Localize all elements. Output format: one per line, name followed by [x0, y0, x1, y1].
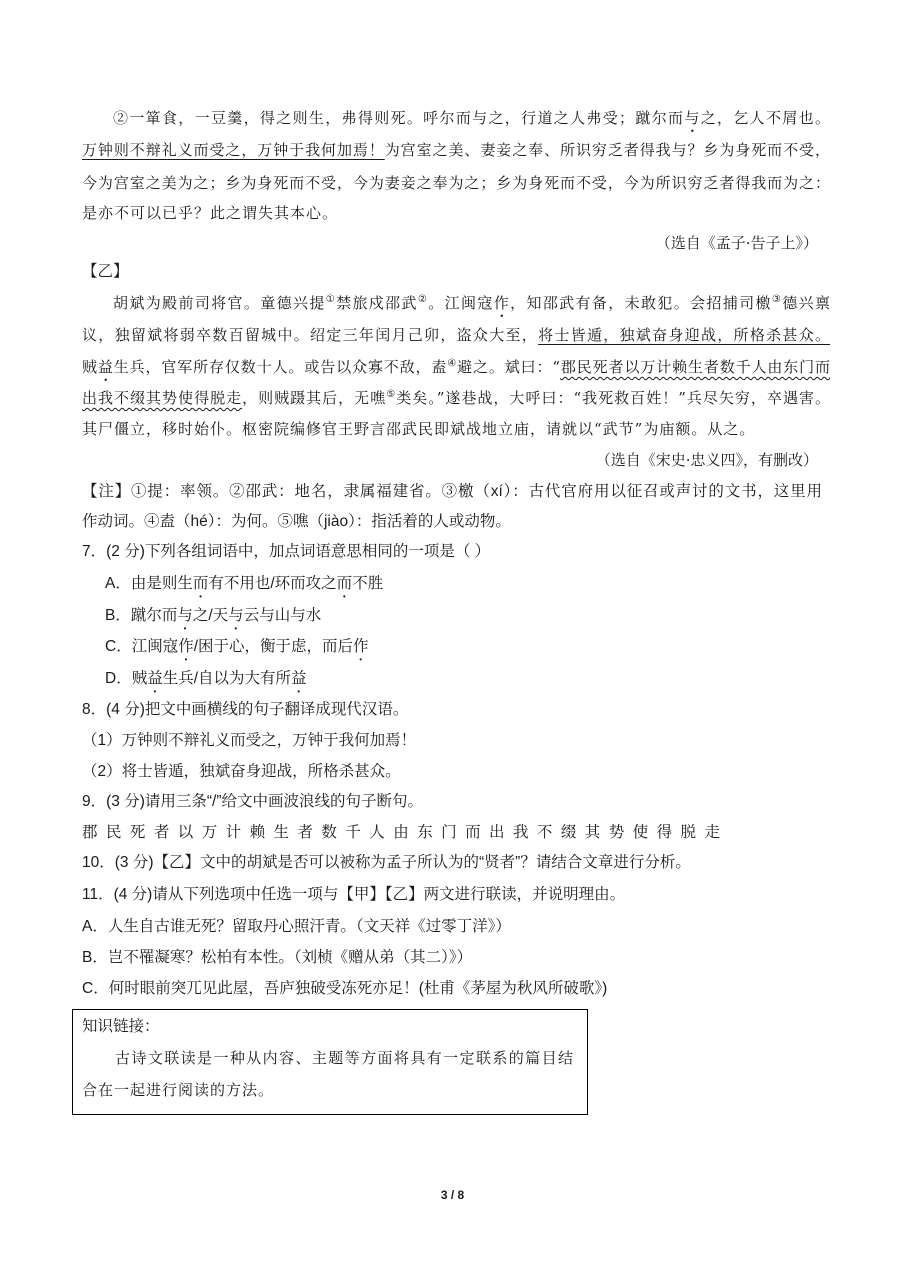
passage-jia-line-3: [82, 170, 830, 196]
question-7-option-c: [105, 634, 369, 660]
emphasized-character: 作: [353, 638, 369, 655]
passage-yi-line-4: [82, 385, 830, 411]
footnote-marker: ②: [417, 294, 429, 305]
text-segment: 。江闽寇: [428, 294, 494, 312]
text-segment: 不胜: [352, 575, 384, 592]
passage-yi-line-2: [82, 322, 830, 348]
text-segment: 是亦不可以已乎？此之谓失其本心。: [82, 204, 339, 222]
question-7-stem: 7．(2 分)下列各组词语中，加点词语意思相同的一项是（ ）: [82, 543, 491, 560]
text-segment: D．贼: [105, 670, 148, 687]
text-segment: 今为宫室之美为之；乡为身死而不受，今为妻妾之奉为之；乡为身死而不受，今为所识穷乏者得我而为之：: [82, 174, 830, 192]
underlined-sentence: 将士皆遁，独斌奋身迎战，所格杀甚众。: [538, 326, 830, 344]
question-9-stem: 9．(3 分)请用三条“/”给文中画波浪线的句子断句。: [82, 793, 424, 810]
text-segment: 生兵，官军所存仅数十人。或告以众寡不敌，盍: [113, 358, 448, 376]
text-segment: 禁旅戍邵武: [336, 294, 418, 312]
text-segment: 胡斌为殿前司将官。童德兴提: [113, 294, 326, 312]
question-9-sentence: 郡 民 死 者 以 万 计 赖 生 者 数 千 人 由 东 门 而 出 我 不 缀 其 势 使 得 脱 走: [82, 824, 720, 841]
passage-yi-line-3: [82, 354, 830, 380]
knowledge-box-line-2: 合在一起进行阅读的方法。: [82, 1081, 275, 1099]
question-8-item-2: （2）将士皆遁，独斌奋身迎战，所格杀甚众。: [82, 763, 401, 780]
question-8-stem: 8．(4 分)把文中画横线的句子翻译成现代汉语。: [82, 701, 409, 718]
footnote-marker: ④: [447, 358, 458, 369]
question-7-option-b: [105, 603, 321, 629]
question-11-option-c: C．何时眼前突兀见此屋，吾庐独破受冻死亦足！(杜甫《茅屋为秋风所破歌》): [82, 980, 608, 997]
text-segment: 之/天: [192, 607, 229, 624]
passage-yi-source: （选自《宋史·忠义四》，有删改）: [595, 451, 818, 469]
text-segment: A．由是则生: [105, 575, 193, 592]
wavy-underlined-sentence: 郡民死者以万计赖生者数千人由东门而: [560, 358, 830, 376]
emphasized-character: 益: [147, 670, 163, 687]
passage-jia-line-1: [82, 105, 830, 131]
emphasized-character: 与: [228, 607, 244, 624]
passage-yi-label: 【乙】: [82, 263, 129, 280]
question-11-stem: 11．(4 分)请从下列选项中任选一项与【甲】【乙】两文进行联读，并说明理由。: [82, 886, 626, 903]
text-segment: /困于心，衡于虑，而后: [193, 638, 354, 655]
question-10-stem: 10．(3 分)【乙】文中的胡斌是否可以被称为孟子所认为的“贤者”？请结合文章进行分析。: [82, 854, 691, 871]
text-segment: ②一箪食，一豆羹，得之则生，弗得则死。呼尔而与之，行道之人弗受；蹴尔而: [113, 109, 685, 127]
emphasized-character: 与: [684, 109, 701, 127]
text-segment: 议，独留斌将弱卒数百留城中。绍定三年闰月己卯，盗众大至，: [82, 326, 539, 344]
text-segment: 为宫室之美、妻妾之奉、所识穷乏者得我与？乡为身死而不受，: [384, 141, 830, 159]
passage-yi-line-5: [82, 416, 755, 442]
question-11-option-a: A．人生自古谁无死？留取丹心照汗青。（文天祥《过零丁洋》）: [82, 918, 511, 935]
passage-yi-line-1: [82, 290, 830, 316]
text-segment: 云与山与水: [243, 607, 322, 624]
notes-line-2: 作动词。④盍（hé）：为何。⑤噍（jiào）：指活着的人或动物。: [82, 513, 511, 530]
footnote-marker: ⑤: [386, 389, 397, 400]
footnote-marker: ③: [771, 294, 783, 305]
text-segment: 德兴禀: [782, 294, 830, 312]
text-segment: 避之。斌曰：“: [457, 358, 561, 376]
underlined-sentence: 万钟则不辩礼义而受之，万钟于我何加焉！: [82, 141, 385, 159]
text-segment: C．江闽寇: [105, 638, 179, 655]
passage-jia-line-4: [82, 200, 338, 226]
text-segment: 有不用也/环而攻之: [208, 575, 337, 592]
knowledge-box-title: 知识链接：: [82, 1018, 160, 1035]
passage-jia-line-2: [82, 137, 830, 163]
question-7-option-a: [105, 571, 383, 597]
text-segment: 生兵/自以为大有所: [162, 670, 292, 687]
page-number: 3 / 8: [440, 1188, 465, 1202]
emphasized-character: 作: [178, 638, 194, 655]
text-segment: 其尸僵立，移时始仆。枢密院编修官王野言邵武民即斌战地立庙，请就以“武节”为庙额。从之。: [82, 420, 756, 438]
emphasized-character: 益: [291, 670, 307, 687]
passage-jia-source: （选自《孟子·告子上》）: [655, 234, 818, 252]
emphasized-character: 而: [192, 575, 209, 592]
knowledge-link-box: [72, 1009, 588, 1115]
text-segment: B．蹴尔而: [105, 607, 178, 624]
wavy-underlined-sentence: 出我不缀其势使得脱走: [82, 389, 243, 407]
notes-line-1: 【注】①提：率领。②邵武：地名，隶属福建省。③檄（xí）：古代官府用以征召或声讨的文书，这里用: [82, 483, 822, 500]
emphasized-character: 而: [336, 575, 353, 592]
question-11-option-b: B．岂不罹凝寒？松柏有本性。（刘桢《赠从弟（其二）》）: [82, 949, 473, 966]
text-segment: ，知邵武有备，未敢犯。会招捕司檄: [510, 294, 772, 312]
question-7-option-d: [105, 666, 307, 692]
emphasized-character: 作: [493, 294, 511, 312]
text-segment: 贼: [82, 358, 98, 376]
emphasized-character: 益: [97, 358, 114, 376]
footnote-marker: ①: [325, 294, 337, 305]
text-segment: 之，乞人不屑也。: [700, 109, 830, 127]
text-segment: ，则贼蹑其后，无噍: [242, 389, 387, 407]
question-8-item-1: （1）万钟则不辩礼义而受之，万钟于我何加焉！: [82, 732, 417, 749]
knowledge-box-line-1: 古诗文联读是一种从内容、主题等方面将具有一定联系的篇目结: [115, 1049, 573, 1067]
emphasized-character: 与: [177, 607, 193, 624]
text-segment: 类矣。”遂巷战，大呼曰：“我死救百姓！”兵尽矢穷，卒遇害。: [396, 389, 830, 407]
